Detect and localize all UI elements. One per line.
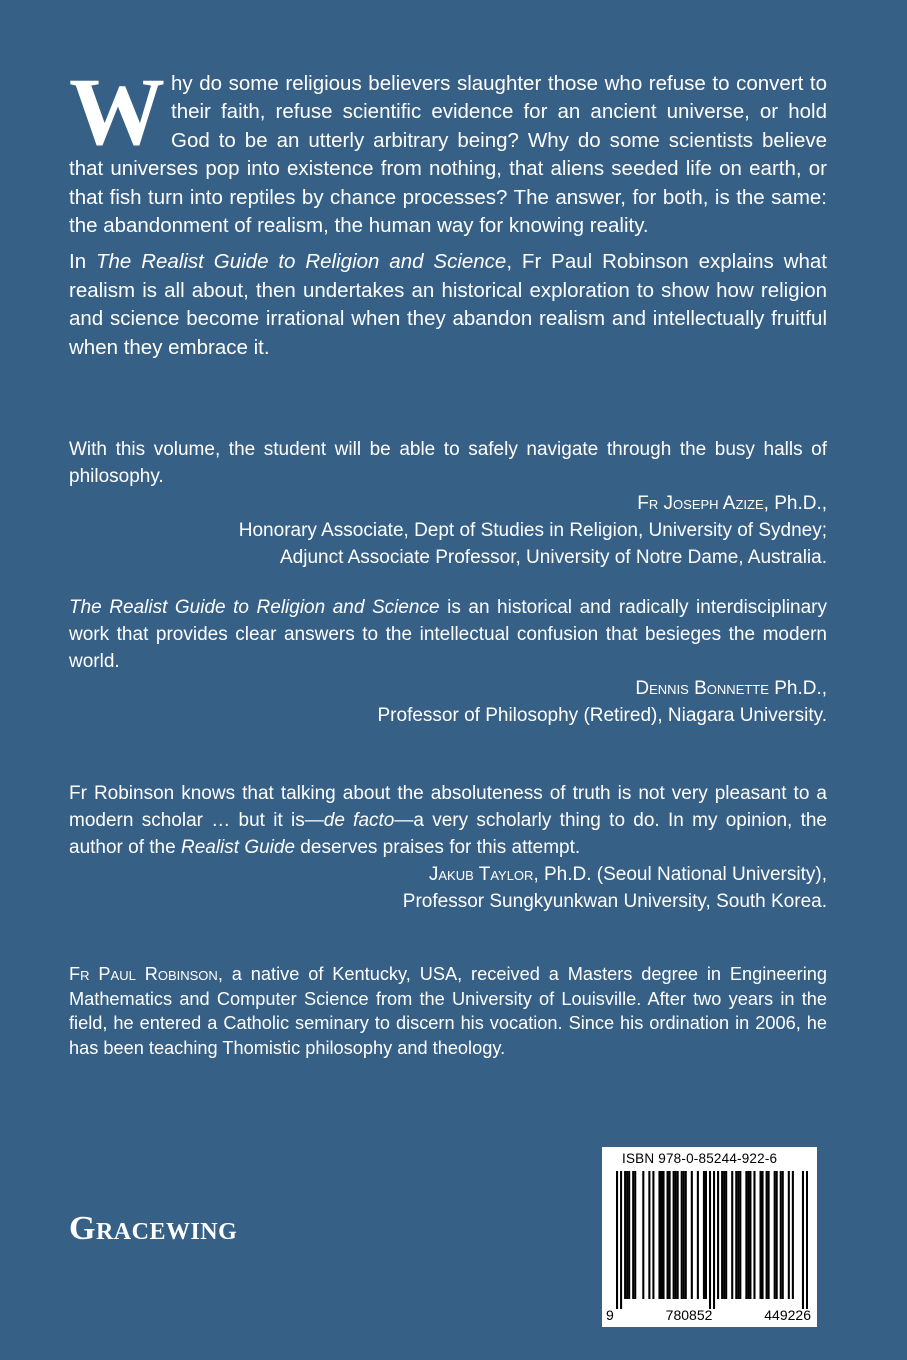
barcode-bar (774, 1171, 776, 1299)
endorsement-3-attribution (69, 861, 827, 915)
barcode-bar (802, 1171, 804, 1309)
endorser-credentials: Ph.D., (768, 678, 827, 699)
author-bio-text: , a native of Kentucky, USA, received a Masters degree in Engineering Mathematics and Computer Science from the University of Louisville. After two years in the field, he entered a Catholic seminary to discern his vocation. Since his ordination in 2006, he has been teaching Thomistic philosophy and theology. (69, 964, 827, 1058)
isbn-barcode (602, 1147, 817, 1327)
barcode-bar (683, 1171, 685, 1299)
barcode-bar (747, 1171, 749, 1299)
endorser-affiliation: Professor of Philosophy (Retired), Niagara University. (377, 705, 827, 726)
barcode-bar (721, 1171, 723, 1299)
barcode-bar (745, 1171, 747, 1299)
barcode-bar (620, 1171, 622, 1309)
book-title: The Realist Guide to Religion and Science (69, 597, 440, 618)
barcode-bars (616, 1171, 808, 1309)
barcode-bar (792, 1171, 794, 1299)
author-bio (69, 962, 827, 1060)
barcode-bar (626, 1171, 628, 1299)
barcode-bar (749, 1171, 751, 1299)
barcode-bar (725, 1171, 727, 1299)
book-title: The Realist Guide to Religion and Science (96, 250, 507, 274)
barcode-bar (703, 1171, 705, 1299)
barcode-bar (753, 1171, 755, 1299)
barcode-bar (776, 1171, 778, 1299)
endorser-affiliation: Adjunct Associate Professor, University of Notre Dame, Australia. (279, 547, 827, 568)
barcode-bar (697, 1171, 699, 1299)
endorsement-3-body-a: Fr Robinson knows that talking about the absoluteness of truth is not very pleasant to a modern scholar … but it is— (69, 783, 827, 831)
endorsement-1 (69, 436, 827, 571)
endorsement-3-text (69, 780, 827, 861)
barcode-bar (660, 1171, 662, 1299)
intro-p2-lead: In (69, 250, 96, 274)
barcode-bar (616, 1171, 618, 1309)
endorsement-3 (69, 780, 827, 915)
barcode-bar (780, 1171, 782, 1299)
barcode-digits (606, 1307, 811, 1323)
endorser-name: Jakub Taylor (428, 864, 534, 885)
barcode-bar (731, 1171, 733, 1299)
barcode-bar (685, 1171, 687, 1299)
endorser-name: Fr Joseph Azize (637, 493, 764, 514)
barcode-digit-first: 9 (606, 1307, 614, 1323)
publisher-logo: Gracewing (69, 1210, 238, 1247)
endorser-affiliation: Honorary Associate, Dept of Studies in Religion, University of Sydney; (238, 520, 827, 541)
intro-p2-rest: , Fr Paul Robinson explains what realism is all about, then undertakes an historical exploration to show how religion and science become irrational when they abandon realism and intellectually fruitful when they embrace it. (69, 250, 828, 359)
barcode-bar (759, 1171, 761, 1299)
barcode-bar (709, 1171, 711, 1309)
intro-paragraph-1 (69, 58, 827, 240)
barcode-bar (662, 1171, 664, 1299)
endorsement-2-attribution (69, 675, 827, 729)
barcode-bar (768, 1171, 770, 1299)
barcode-bar (735, 1171, 737, 1299)
endorser-credentials: , Ph.D. (Seoul National University), (533, 864, 827, 885)
drop-cap: W (69, 58, 165, 165)
endorsement-3-italic: de facto (323, 810, 395, 831)
barcode-bar (691, 1171, 693, 1299)
barcode-bar (675, 1171, 677, 1299)
barcode-bar (628, 1171, 630, 1299)
endorsement-2-text (69, 594, 827, 675)
barcode-bar (737, 1171, 739, 1299)
endorsement-1-attribution (69, 490, 827, 571)
endorsement-2-body: is an historical and radically interdisciplinary work that provides clear answers to the intellectual confusion that besieges the modern world. (69, 597, 827, 672)
barcode-bar (652, 1171, 654, 1299)
barcode-bar (717, 1171, 719, 1299)
author-name: Fr Paul Robinson (69, 964, 218, 984)
intro-paragraph-2 (69, 248, 827, 362)
barcode-bar (634, 1171, 636, 1299)
barcode-bar (681, 1171, 683, 1299)
endorser-credentials: , Ph.D., (763, 493, 827, 514)
barcode-bar (658, 1171, 660, 1299)
barcode-bar (762, 1171, 764, 1299)
barcode-bar (667, 1171, 669, 1299)
barcode-digits-left: 780852 (665, 1307, 713, 1323)
barcode-bar (673, 1171, 675, 1299)
barcode-bar (788, 1171, 790, 1299)
barcode-bar (705, 1171, 707, 1299)
barcode-bar (766, 1171, 768, 1299)
endorsement-3-body-b: —a very scholarly thing to do. In my opinion, the author of the (69, 810, 827, 858)
barcode-bar (624, 1171, 626, 1299)
isbn-label: ISBN 978-0-85244-922-6 (622, 1151, 778, 1166)
barcode-bar (669, 1171, 671, 1299)
endorsement-3-body-c: deserves praises for this attempt. (295, 837, 581, 858)
barcode-bar (648, 1171, 650, 1299)
endorsement-1-text: With this volume, the student will be able to safely navigate through the busy halls of philosophy. (69, 439, 827, 487)
barcode-bar (782, 1171, 784, 1299)
barcode-bar (713, 1171, 715, 1309)
endorsement-2 (69, 594, 827, 729)
barcode-bar (632, 1171, 634, 1299)
endorser-name: Dennis Bonnette (635, 678, 769, 699)
endorsement-3-italic-2: Realist Guide (180, 837, 296, 858)
barcode-bar (739, 1171, 741, 1299)
barcode-bar (677, 1171, 679, 1299)
intro-paragraph-1-text: hy do some religious believers slaughter those who refuse to convert to their faith, refuse scientific evidence for an ancient universe, or hold God to be an utterly arbitrary being? Why do some scientists believe that universes pop into existence from nothing, that aliens seeded life on earth, or that fish turn into reptiles by chance processes? The answer, for both, is the same: the abandonment of realism, the human way for knowing reality. (69, 72, 827, 238)
intro-section (69, 58, 828, 370)
barcode-bar (723, 1171, 725, 1299)
barcode-bar (806, 1171, 808, 1309)
endorser-affiliation: Professor Sungkyunkwan University, South Korea. (402, 891, 827, 912)
barcode-bar (642, 1171, 644, 1299)
barcode-digits-right: 449226 (764, 1307, 811, 1323)
